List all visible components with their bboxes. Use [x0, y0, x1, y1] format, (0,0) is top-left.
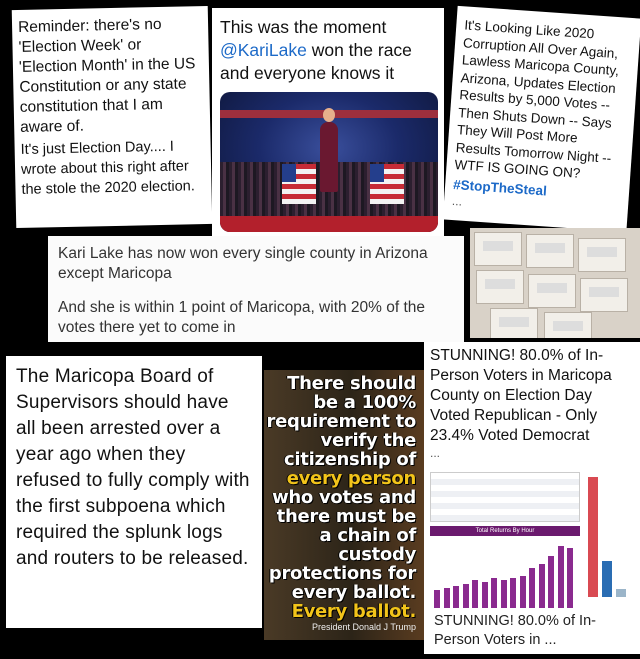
returns-chart-header: Total Returns By Hour — [430, 526, 580, 536]
returns-bar — [510, 578, 516, 608]
rally-photo — [220, 92, 438, 232]
karilake-post — [212, 8, 444, 238]
returns-bar — [548, 556, 554, 608]
ballot-box — [474, 232, 522, 266]
maricopa-headline-text: It's Looking Like 2020 Corruption All Over Again, Lawless Maricopa County, Arizona, Updates Election Results by 5,000 Votes -- Then Shuts Down -- Says They Will Post More Results Tomorrow Night -- WTF IS GOING ON? — [454, 17, 620, 181]
returns-bars — [430, 538, 580, 618]
county-tweet — [48, 236, 464, 342]
returns-bar — [520, 576, 526, 608]
ballot-box — [580, 278, 628, 312]
returns-bar — [472, 580, 478, 608]
trump-quote-image — [264, 370, 424, 640]
photo-flag — [370, 164, 404, 204]
returns-bar — [482, 582, 488, 608]
county-tweet-line2: And she is within 1 point of Maricopa, with 20% of the votes there yet to come in — [58, 299, 426, 336]
party-bar-republican — [588, 477, 598, 597]
stopthesteal-hashtag[interactable]: #StopTheSteal — [452, 176, 548, 198]
returns-bar — [529, 568, 535, 608]
ballot-box — [526, 234, 574, 268]
ballot-box — [544, 312, 592, 338]
returns-bar — [434, 590, 440, 608]
ballot-box — [476, 270, 524, 304]
stunning-headline: STUNNING! 80.0% of In-Person Voters in Maricopa County on Election Day Voted Republican - Only 23.4% Voted Democrat — [430, 347, 612, 444]
mention-link[interactable]: @KariLake — [220, 40, 307, 60]
quote-highlight: every person — [286, 468, 416, 489]
trump-quote-text: There should be a 100% requirement to verify the citizenship of every person who votes and there must be a chain of custody protections for every ballot. Every ballot. — [266, 373, 416, 622]
stunning-post — [424, 342, 640, 654]
party-share-thumbnail — [588, 472, 634, 597]
board-of-supervisors-post — [6, 356, 262, 628]
photo-flag — [282, 164, 316, 204]
returns-bar — [501, 580, 507, 608]
maricopa-headline-post — [443, 6, 640, 232]
ballot-box — [490, 308, 538, 338]
returns-bar — [453, 586, 459, 608]
election-day-text: It's just Election Day.... I wrote about this right after the stole the 2020 election. — [20, 138, 195, 198]
reminder-post — [12, 6, 213, 228]
quote-every-ballot: Every ballot. — [291, 601, 416, 622]
board-of-supervisors-text: The Maricopa Board of Supervisors should have all been arrested over a year ago when they refused to fully comply with the first subpoena which required the splunk logs and routers to be released. — [16, 366, 250, 569]
returns-bar — [558, 546, 564, 608]
returns-bar — [444, 588, 450, 608]
more-ellipsis: ... — [451, 193, 463, 209]
ballot-boxes-photo — [470, 228, 640, 338]
returns-chart-thumbnail — [430, 472, 590, 622]
quote-signature: President Donald J Trump — [311, 622, 416, 632]
stunning-link-preview[interactable]: STUNNING! 80.0% of In-Person Voters in ... — [434, 613, 596, 648]
reminder-text: Reminder: there's no 'Election Week' or 'Election Month' in the US Constitution or any state constitution that I am aware of. — [17, 15, 196, 136]
returns-bar — [491, 578, 497, 608]
returns-bar — [539, 564, 545, 608]
ballot-box — [578, 238, 626, 272]
ballot-box — [528, 274, 576, 308]
county-tweet-line1: Kari Lake has now won every single county in Arizona except Maricopa — [58, 245, 428, 282]
karilake-post-text: This was the moment @KariLake won the race and everyone knows it — [220, 17, 412, 83]
returns-bar — [567, 548, 573, 608]
stunning-ellipsis: ... — [430, 446, 441, 460]
party-bar-democrat — [602, 561, 612, 597]
party-bar-other — [616, 589, 626, 597]
photo-speaker — [320, 122, 338, 192]
photo-stage — [220, 216, 438, 232]
returns-table-thumbnail — [430, 472, 580, 522]
returns-bar — [463, 584, 469, 608]
